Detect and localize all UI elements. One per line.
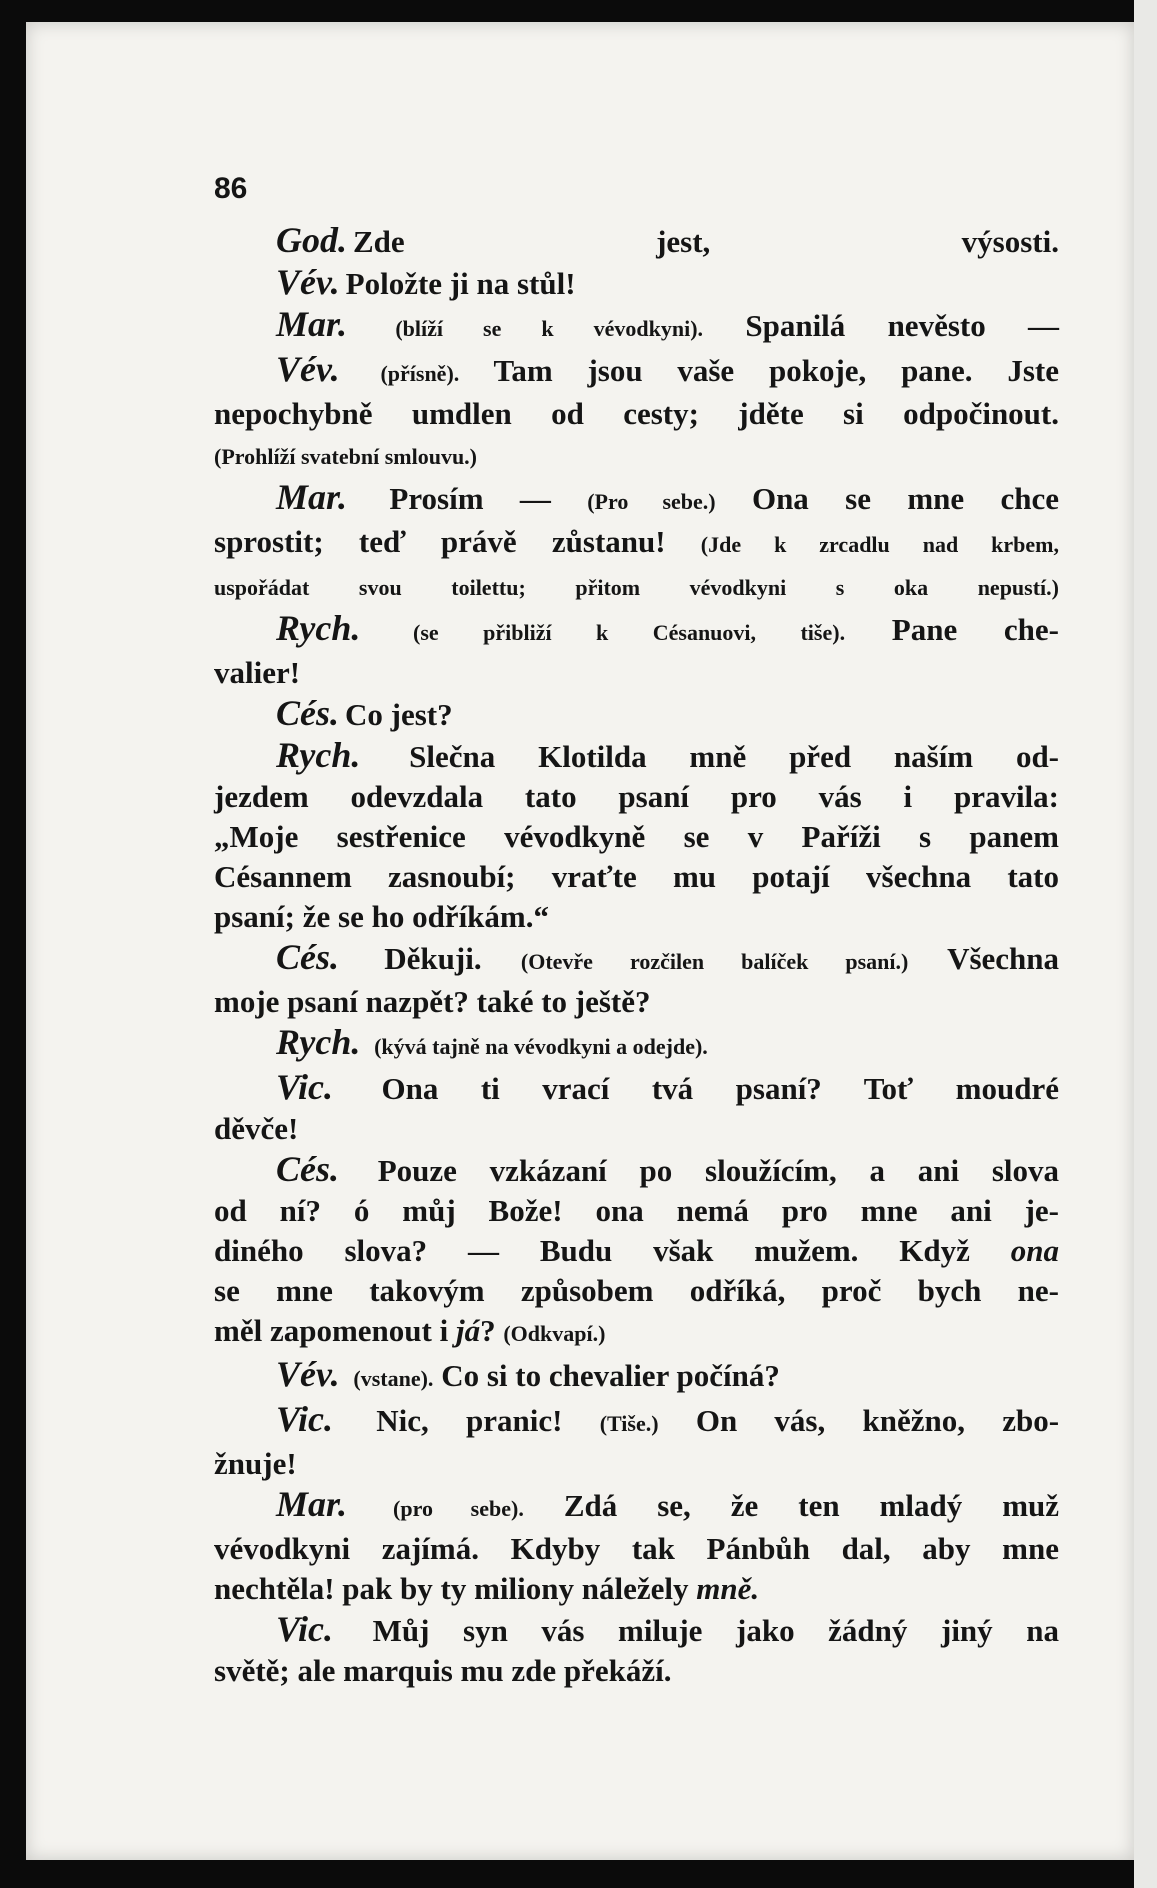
stage-direction: (vstane). bbox=[353, 1366, 434, 1391]
dialogue-text: světě; ale marquis mu zde překáží. bbox=[214, 1653, 672, 1688]
dialogue-text: nechtěla! pak by ty miliony náležely bbox=[214, 1571, 689, 1606]
dialogue-text: nepochybně umdlen od cesty; jděte si odpočinout. bbox=[214, 396, 1059, 431]
text-line bbox=[214, 1271, 1059, 1311]
stage-direction: (Prohlíží svatební smlouvu.) bbox=[214, 444, 478, 469]
text-line bbox=[214, 262, 1059, 304]
dialogue-text: Položte ji na stůl! bbox=[345, 266, 576, 301]
stage-direction: (pro sebe). bbox=[393, 1496, 524, 1521]
stage-direction: uspořádat svou toilettu; přitom vévodkyni s oka nepustí.) bbox=[214, 575, 1059, 600]
text-line bbox=[214, 1354, 1059, 1399]
dialogue-text: Tam jsou vaše pokoje, pane. Jste bbox=[493, 353, 1059, 388]
dialogue-text: sprostit; teď právě zůstanu! bbox=[214, 524, 666, 559]
text-line bbox=[214, 1231, 1059, 1271]
stage-direction: (kývá tajně na vévodkyni a odejde). bbox=[374, 1034, 708, 1059]
speaker-name: Mar. bbox=[276, 304, 348, 344]
dialogue-text: valier! bbox=[214, 655, 301, 690]
speaker-name: Mar. bbox=[276, 1484, 348, 1524]
text-line bbox=[214, 735, 1059, 777]
dialogue-text: děvče! bbox=[214, 1111, 299, 1146]
text-line bbox=[214, 477, 1059, 522]
text-line bbox=[214, 1149, 1059, 1191]
text-line bbox=[214, 1529, 1059, 1569]
text-line bbox=[214, 937, 1059, 982]
dialogue-text: On vás, kněžno, zbo- bbox=[695, 1403, 1060, 1438]
speaker-name: Vév. bbox=[276, 262, 340, 302]
text-line bbox=[214, 608, 1059, 653]
dialogue-text: moje psaní nazpět? také to ještě? bbox=[214, 984, 651, 1019]
text-line bbox=[214, 565, 1059, 608]
stage-direction: (se přibliží k Césanuovi, tiše). bbox=[413, 620, 846, 645]
dialogue-text: Všechna bbox=[947, 941, 1060, 976]
text-line bbox=[214, 1444, 1059, 1484]
speaker-name: Mar. bbox=[276, 477, 348, 517]
text-line bbox=[214, 777, 1059, 817]
text-line bbox=[214, 1484, 1059, 1529]
page-number: 86 bbox=[214, 172, 248, 205]
dialogue-text: Můj syn vás miluje jako žádný jiný na bbox=[372, 1613, 1059, 1648]
dialogue-text: Zde jest, výsosti. bbox=[353, 224, 1059, 259]
dialogue-text: Nic, pranic! bbox=[376, 1403, 563, 1438]
emphasis-text: ona bbox=[1010, 1233, 1059, 1268]
stage-direction: (Tiše.) bbox=[599, 1411, 659, 1436]
text-line bbox=[214, 1569, 1059, 1609]
speaker-name: Vic. bbox=[276, 1067, 334, 1107]
speaker-name: Cés. bbox=[276, 1149, 339, 1189]
emphasis-text: mně. bbox=[696, 1571, 760, 1606]
dialogue-text: Prosím — bbox=[389, 481, 551, 516]
speaker-name: Vic. bbox=[276, 1399, 334, 1439]
text-line bbox=[214, 1109, 1059, 1149]
stage-direction: (Pro sebe.) bbox=[587, 489, 716, 514]
dialogue-text: od ní? ó můj Bože! ona nemá pro mne ani je- bbox=[214, 1193, 1059, 1228]
speaker-name: Cés. bbox=[276, 693, 339, 733]
text-line bbox=[214, 220, 1059, 262]
dialogue-text: Pouze vzkázaní po sloužícím, a ani slova bbox=[377, 1153, 1059, 1188]
text-line bbox=[214, 522, 1059, 565]
dialogue-text: Děkuji. bbox=[384, 941, 482, 976]
speaker-name: Rych. bbox=[276, 1022, 361, 1062]
dialogue-text: vévodkyni zajímá. Kdyby tak Pánbůh dal, aby mne bbox=[214, 1531, 1059, 1566]
text-line bbox=[214, 1067, 1059, 1109]
speaker-name: Rych. bbox=[276, 735, 361, 775]
dialogue-text: Ona se mne chce bbox=[751, 481, 1059, 516]
emphasis-text: já bbox=[455, 1313, 481, 1348]
stage-direction: (přísně). bbox=[380, 361, 460, 386]
text-line bbox=[214, 982, 1059, 1022]
speaker-name: Vic. bbox=[276, 1609, 334, 1649]
text-line bbox=[214, 1191, 1059, 1231]
dialogue-text: Ona ti vrací tvá psaní? Toť moudré bbox=[381, 1071, 1060, 1106]
text-line bbox=[214, 817, 1059, 857]
dialogue-text: diného slova? — Budu však mužem. Když bbox=[214, 1233, 970, 1268]
speaker-name: God. bbox=[276, 220, 347, 260]
dialogue-text: se mne takovým způsobem odříká, proč bych ne- bbox=[214, 1273, 1059, 1308]
stage-direction: (blíží se k vévodkyni). bbox=[395, 316, 704, 341]
dialogue-text: Pane che- bbox=[891, 612, 1059, 647]
text-line bbox=[214, 1311, 1059, 1354]
text-line bbox=[214, 857, 1059, 897]
text-line bbox=[214, 1399, 1059, 1444]
dialogue-text: Co jest? bbox=[345, 697, 453, 732]
stage-direction: (Otevře rozčilen balíček psaní.) bbox=[520, 949, 909, 974]
dialogue-text: žnuje! bbox=[214, 1446, 297, 1481]
text-line bbox=[214, 349, 1059, 394]
text-line bbox=[214, 1609, 1059, 1651]
text-line bbox=[214, 653, 1059, 693]
text-line bbox=[214, 394, 1059, 434]
dialogue-text: jezdem odevzdala tato psaní pro vás i pravila: bbox=[214, 779, 1059, 814]
stage-direction: (Odkvapí.) bbox=[503, 1321, 606, 1346]
dialogue-text: ? bbox=[480, 1313, 496, 1348]
page-text bbox=[214, 220, 1059, 1691]
dialogue-text: Slečna Klotilda mně před naším od- bbox=[409, 739, 1060, 774]
dialogue-text: Césannem zasnoubí; vraťte mu potají všechna tato bbox=[214, 859, 1059, 894]
text-line bbox=[214, 1022, 1059, 1067]
text-line bbox=[214, 693, 1059, 735]
text-line bbox=[214, 1651, 1059, 1691]
dialogue-text: Zdá se, že ten mladý muž bbox=[563, 1488, 1060, 1523]
text-line bbox=[214, 897, 1059, 937]
dialogue-text: měl zapomenout i bbox=[214, 1313, 449, 1348]
stage-direction: (Jde k zrcadlu nad krbem, bbox=[700, 532, 1060, 557]
speaker-name: Rych. bbox=[276, 608, 361, 648]
dialogue-text: Spanilá nevěsto — bbox=[745, 308, 1059, 343]
page-edge bbox=[1134, 0, 1157, 1888]
text-line bbox=[214, 434, 1059, 477]
dialogue-text: „Moje sestřenice vévodkyně se v Paříži s panem bbox=[214, 819, 1059, 854]
speaker-name: Vév. bbox=[276, 349, 340, 389]
dialogue-text: Co si to chevalier počíná? bbox=[441, 1358, 780, 1393]
speaker-name: Cés. bbox=[276, 937, 339, 977]
text-line bbox=[214, 304, 1059, 349]
speaker-name: Vév. bbox=[276, 1354, 340, 1394]
dialogue-text: psaní; že se ho odříkám.“ bbox=[214, 899, 549, 934]
